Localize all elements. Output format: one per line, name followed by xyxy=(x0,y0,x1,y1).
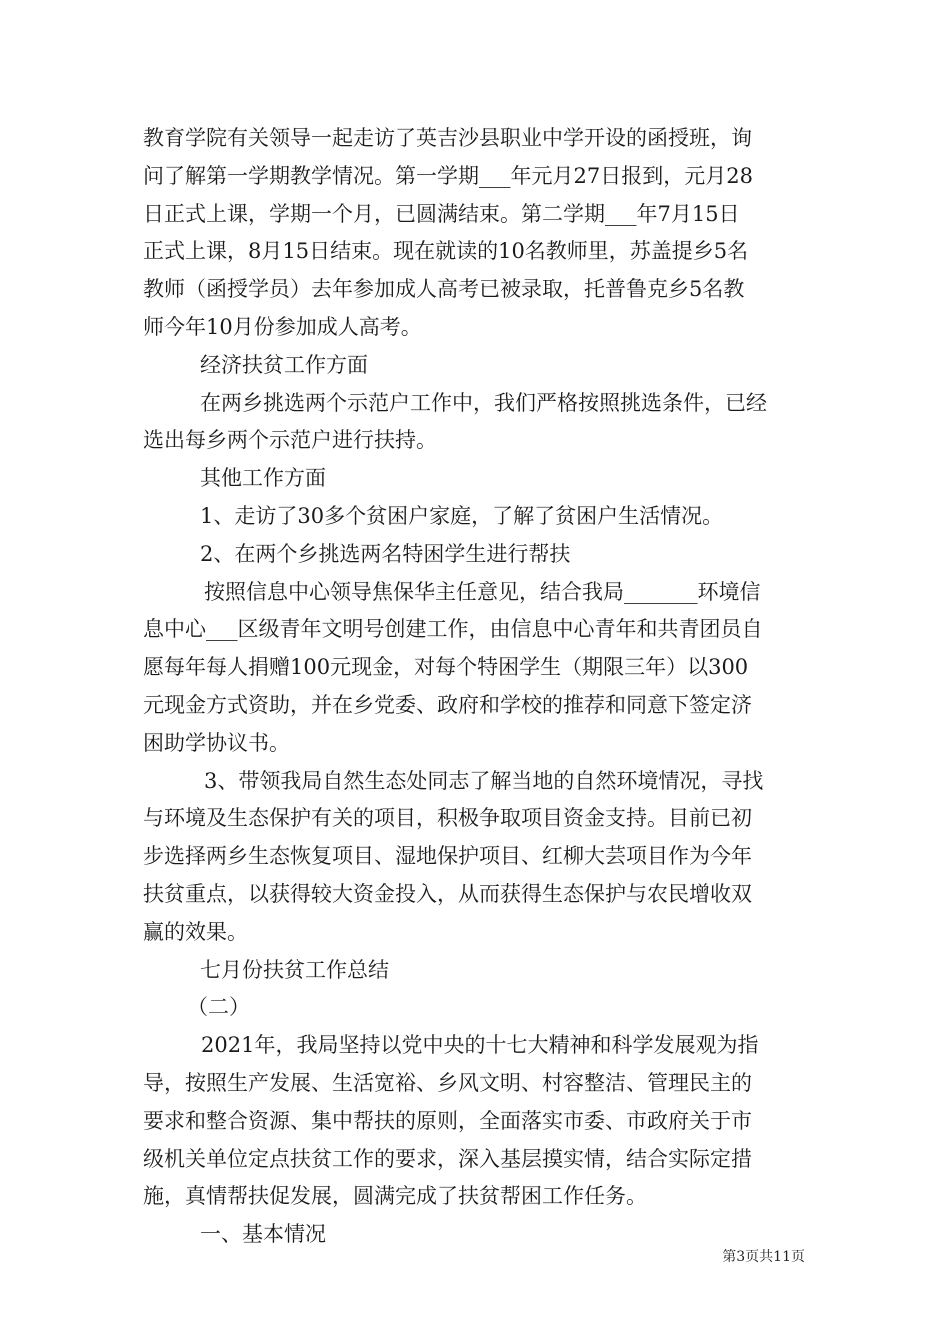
section-heading: 经济扶贫工作方面 xyxy=(200,352,368,377)
text-line: 师今年10月份参加成人高考。 xyxy=(143,314,422,339)
document-title: 七月份扶贫工作总结 xyxy=(200,957,389,982)
text-line: 正式上课，8月15日结束。现在就读的10名教师里，苏盖提乡5名 xyxy=(143,239,749,264)
text-line: 赢的效果。 xyxy=(143,919,248,944)
text-line: 困助学协议书。 xyxy=(143,730,290,755)
text-line: 扶贫重点，以获得较大资金投入，从而获得生态保护与农民增收双 xyxy=(143,881,752,906)
text-line: 教育学院有关领导一起走访了英吉沙县职业中学开设的函授班，询 xyxy=(143,126,752,150)
text-line: 问了解第一学期教学情况。第一学期___年元月27日报到，元月28 xyxy=(143,163,753,188)
list-item: 3、带领我局自然生态处同志了解当地的自然环境情况，寻找 xyxy=(204,768,764,793)
text-line: 愿每年每人捐赠100元现金，对每个特困学生（期限三年）以300 xyxy=(143,655,749,680)
text-line: 导，按照生产发展、生活宽裕、乡风文明、村容整洁、管理民主的 xyxy=(143,1070,752,1095)
list-item: 2、在两个乡挑选两名特困学生进行帮扶 xyxy=(200,541,571,566)
text-line: 级机关单位定点扶贫工作的要求，深入基层摸实情，结合实际定措 xyxy=(143,1146,752,1171)
list-item: 1、走访了30多个贫困户家庭，了解了贫困户生活情况。 xyxy=(200,503,724,528)
text-line: 2021年，我局坚持以党中央的十七大精神和科学发展观为指 xyxy=(201,1033,759,1058)
text-line: 施，真情帮扶促发展，圆满完成了扶贫帮困工作任务。 xyxy=(143,1184,647,1209)
section-heading: 其他工作方面 xyxy=(200,466,326,491)
text-line: 按照信息中心领导焦保华主任意见，结合我局_______环境信 xyxy=(204,579,761,604)
text-line: 要求和整合资源、集中帮扶的原则，全面落实市委、市政府关于市 xyxy=(143,1108,752,1133)
section-number: （二） xyxy=(187,995,250,1020)
text-line: 与环境及生态保护有关的项目，积极争取项目资金支持。目前已初 xyxy=(143,806,752,831)
page-number: 第3页共11页 xyxy=(722,1249,805,1265)
text-line: 日正式上课，学期一个月，已圆满结束。第二学期___年7月15日 xyxy=(143,201,740,226)
section-heading: 一、基本情况 xyxy=(200,1222,326,1247)
document-body xyxy=(143,120,810,1254)
text-line: 教师（函授学员）去年参加成人高考已被录取，托普鲁克乡5名教 xyxy=(143,277,745,302)
text-line: 息中心___区级青年文明号创建工作，由信息中心青年和共青团员自 xyxy=(143,617,763,642)
text-line: 在两乡挑选两个示范户工作中，我们严格按照挑选条件，已经 xyxy=(200,390,767,415)
text-line: 步选择两乡生态恢复项目、湿地保护项目、红柳大芸项目作为今年 xyxy=(143,844,752,869)
text-line: 元现金方式资助，并在乡党委、政府和学校的推荐和同意下签定济 xyxy=(143,692,752,717)
text-line: 选出每乡两个示范户进行扶持。 xyxy=(143,428,437,453)
